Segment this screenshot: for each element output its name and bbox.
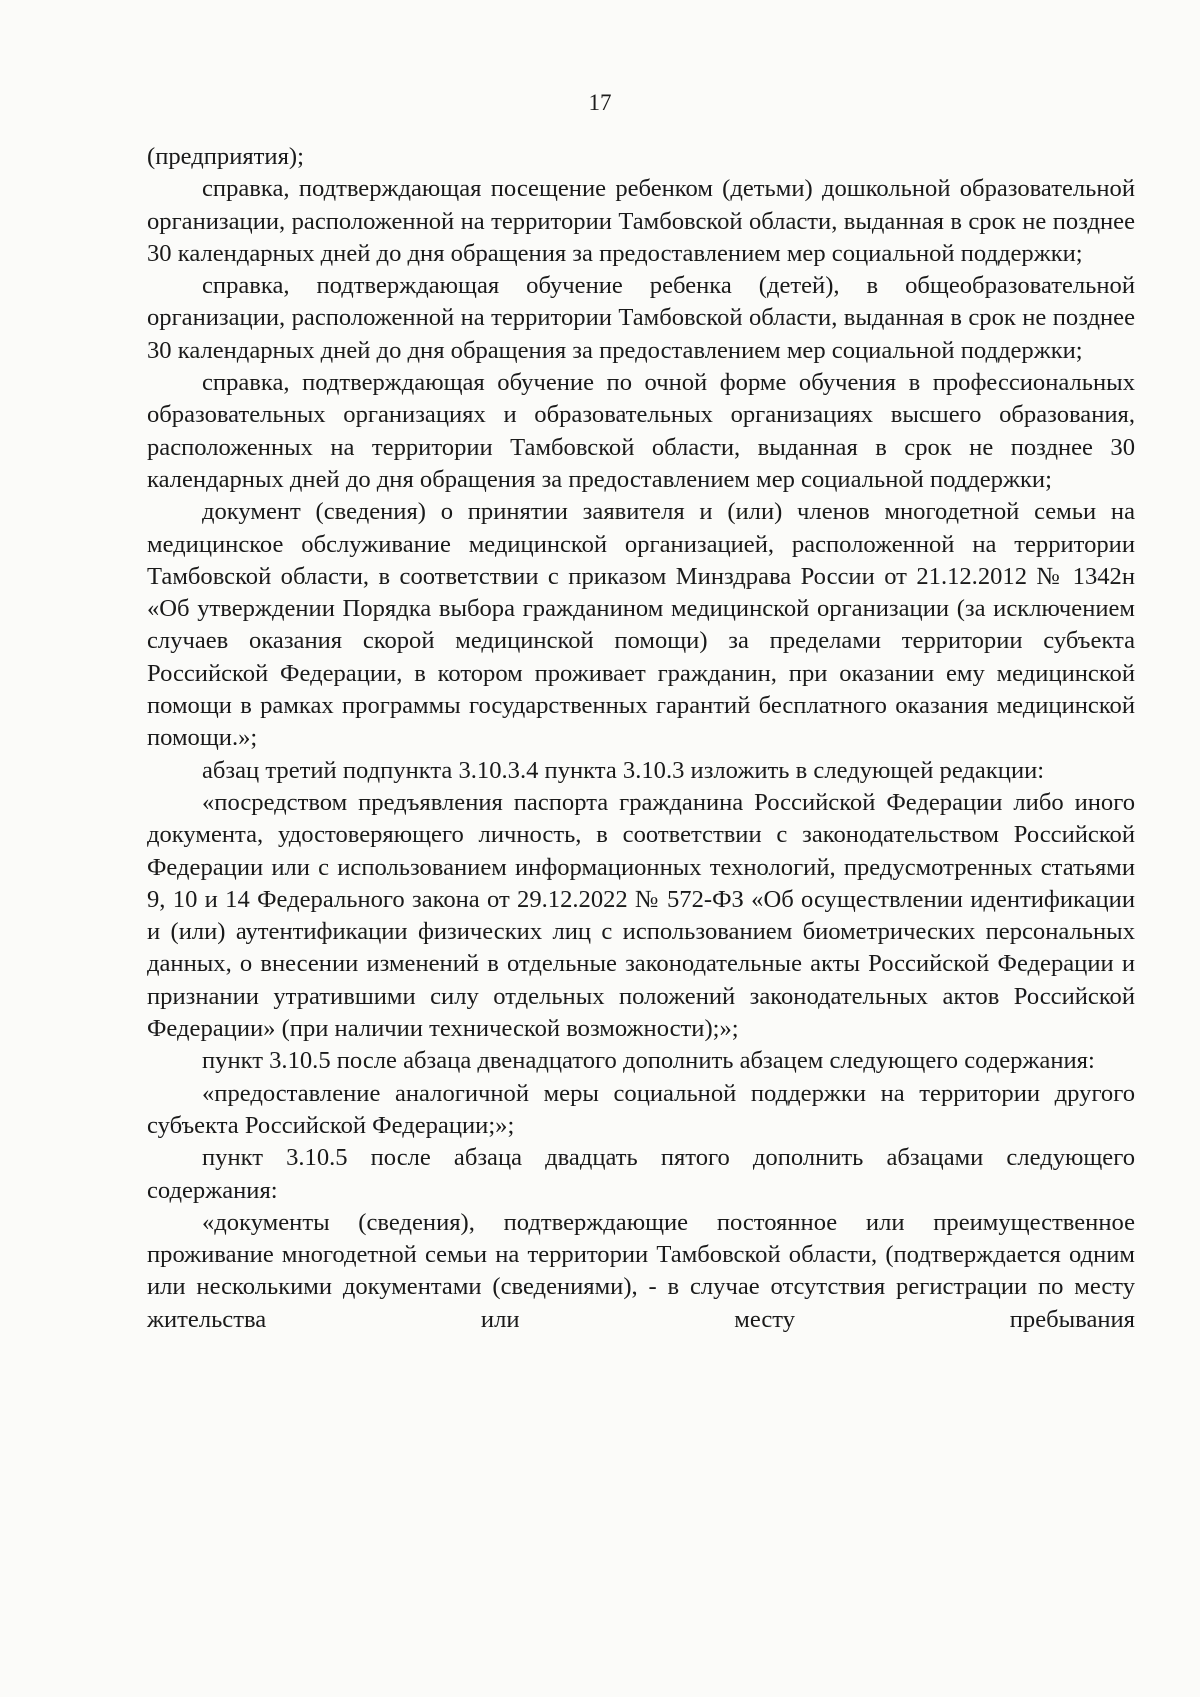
paragraph: (предприятия); bbox=[147, 143, 304, 170]
paragraph: абзац третий подпункта 3.10.3.4 пункта 3.10.3 изложить в следующей редакции: bbox=[202, 756, 1045, 784]
page-number: 17 bbox=[588, 90, 612, 115]
paragraph: справка, подтверждающая обучение по очной форме обучения в профессиональных образовательных организациях и образовательных организациях высшего образования, расположенных на территории Тамбовской области, выданная в срок не позднее 30 календарных дней до дня обращения за предоставлением мер социальной поддержки; bbox=[147, 369, 1135, 493]
paragraph: пункт 3.10.5 после абзаца двадцать пятого дополнить абзацами следующего содержания: bbox=[147, 1144, 1135, 1204]
paragraph: пункт 3.10.5 после абзаца двенадцатого дополнить абзацем следующего содержания: bbox=[202, 1047, 1095, 1075]
paragraph: «посредством предъявления паспорта гражданина Российской Федерации либо иного документа, удостоверяющего личность, в соответствии с законодательством Российской Федерации или с использованием информационных технологий, предусмотренных статьями 9, 10 и 14 Федерального закона от 29.12.2022 № 572-ФЗ «Об осуществлении идентификации и (или) аутентификации физических лиц с использованием биометрических персональных данных, о внесении изменений в отдельные законодательные акты Российской Федерации и признании утратившими силу отдельных положений законодательных актов Российской Федерации» (при наличии технической возможности);»; bbox=[147, 788, 1135, 1043]
paragraph: «предоставление аналогичной меры социальной поддержки на территории другого субъекта Российской Федерации;»; bbox=[147, 1079, 1135, 1139]
paragraph: документ (сведения) о принятии заявителя и (или) членов многодетной семьи на медицинское обслуживание медицинской организацией, расположенной на территории Тамбовской области, в соответствии с приказом Минздрава России от 21.12.2012 № 1342н «Об утверждении Порядка выбора гражданином медицинской организации (за исключением случаев оказания скорой медицинской помощи) за пределами территории субъекта Российской Федерации, в котором проживает гражданин, при оказании ему медицинской помощи в рамках программы государственных гарантий бесплатного оказания медицинской помощи.»; bbox=[147, 498, 1135, 752]
paragraph: справка, подтверждающая посещение ребенком (детьми) дошкольной образовательной организации, расположенной на территории Тамбовской области, выданная в срок не позднее 30 календарных дней до дня обращения за предоставлением мер социальной поддержки; bbox=[147, 175, 1135, 267]
paragraph: справка, подтверждающая обучение ребенка (детей), в общеобразовательной организации, расположенной на территории Тамбовской области, выданная в срок не позднее 30 календарных дней до дня обращения за предоставлением мер социальной поддержки; bbox=[147, 272, 1135, 364]
paragraph: «документы (сведения), подтверждающие постоянное или преимущественное проживание многодетной семьи на территории Тамбовской области, (подтверждается одним или несколькими документами (сведениями), - в случае отсутствия регистрации по месту жительства или месту пребывания bbox=[147, 1208, 1135, 1333]
document-body bbox=[147, 141, 1135, 1336]
